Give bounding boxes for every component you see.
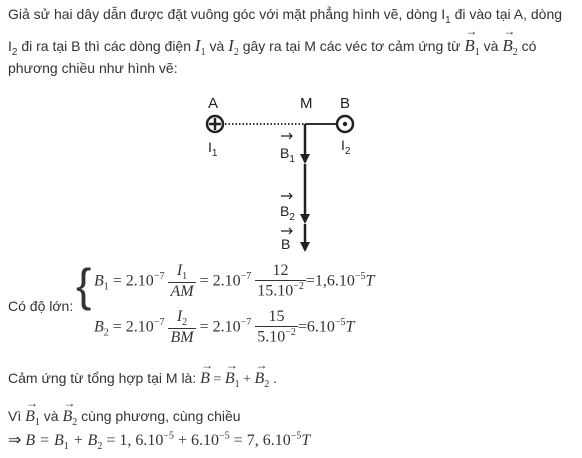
intro-line-2: $I_2$ đi ra tại B thì các dòng điện $I_1$ và $I_2$ gây ra tại M các véc tơ cảm ứng từ → $B_1$ và → $B_2$ có [8,36,536,58]
total-line: Cảm ứng từ tổng hợp tại M là: → B = → $B_1$ + → $B_2$ . [8,370,277,390]
intro-I1: I [194,36,201,55]
intro-line-1 [8,6,562,26]
intro-I2: I [228,36,234,55]
conclusion-line-2: ⇒ $B = B_1 + B_2 = 1$, $6.10^{-5} + 6.10^{-5} = 7$, $6.10^{-5}T$ [8,430,311,453]
equation-1: $B_1 = 2.10^{-7}$ $\frac{I_1}{AM}$ = $2.10^{-7}$ $\frac{12}{15.10^{-2}}$ $=1,6.10^{-5}T$ [94,262,375,301]
left-brace: { [76,259,92,311]
intro-and-2: và [479,38,503,54]
intro-line-2-sub: 2 [11,46,18,58]
label-B1: $B_1$ [280,145,295,165]
wire-A-plus-icon [207,116,223,132]
field-diagram [195,92,365,267]
intro-line-2-mid: đi ra tại B thì các dòng điện [17,38,195,54]
equation-2: $B_2 = 2.10^{-7}$ $\frac{I_2}{BM}$ = $2.10^{-7}$ $\frac{15}{5.10^{-2}}$ $=6.10^{-5}T$ [94,308,355,347]
label-B: B [340,95,351,112]
wire-B-dot-icon [337,116,353,132]
label-M: M [300,95,313,112]
intro-line-1-text: Giả sử hai dây dẫn được đặt vuông góc với mặt phẳng hình vẽ, dòng I [8,6,446,22]
label-I2: $I_2$ [341,137,351,157]
label-A: A [208,95,219,112]
label-B2: $B_2$ [280,203,295,223]
magnitude-label: Có độ lớn: [8,298,74,314]
label-I1: $I_1$ [208,139,218,159]
intro-line-2-start: I [8,38,12,54]
intro-line-2-tail: gây ra tại M các véc tơ cảm ứng từ [238,38,465,54]
eq2-B: B [94,318,104,336]
intro-line-1-sub: 1 [445,14,451,26]
eq1-B: B [94,272,104,290]
intro-line-1-end: đi vào tại A, dòng [450,6,563,22]
label-B-total: B [281,236,291,252]
intro-B2-vector: → B [502,36,512,56]
intro-B1-vector: → B [464,36,474,56]
intro-line-3: phương chiều như hình vẽ: [8,60,178,76]
intro-and: và [205,38,229,54]
intro-co: có [517,38,537,54]
conclusion-line-1: Vì → $B_1$ và → $B_2$ cùng phương, cùng chiều [8,408,241,428]
